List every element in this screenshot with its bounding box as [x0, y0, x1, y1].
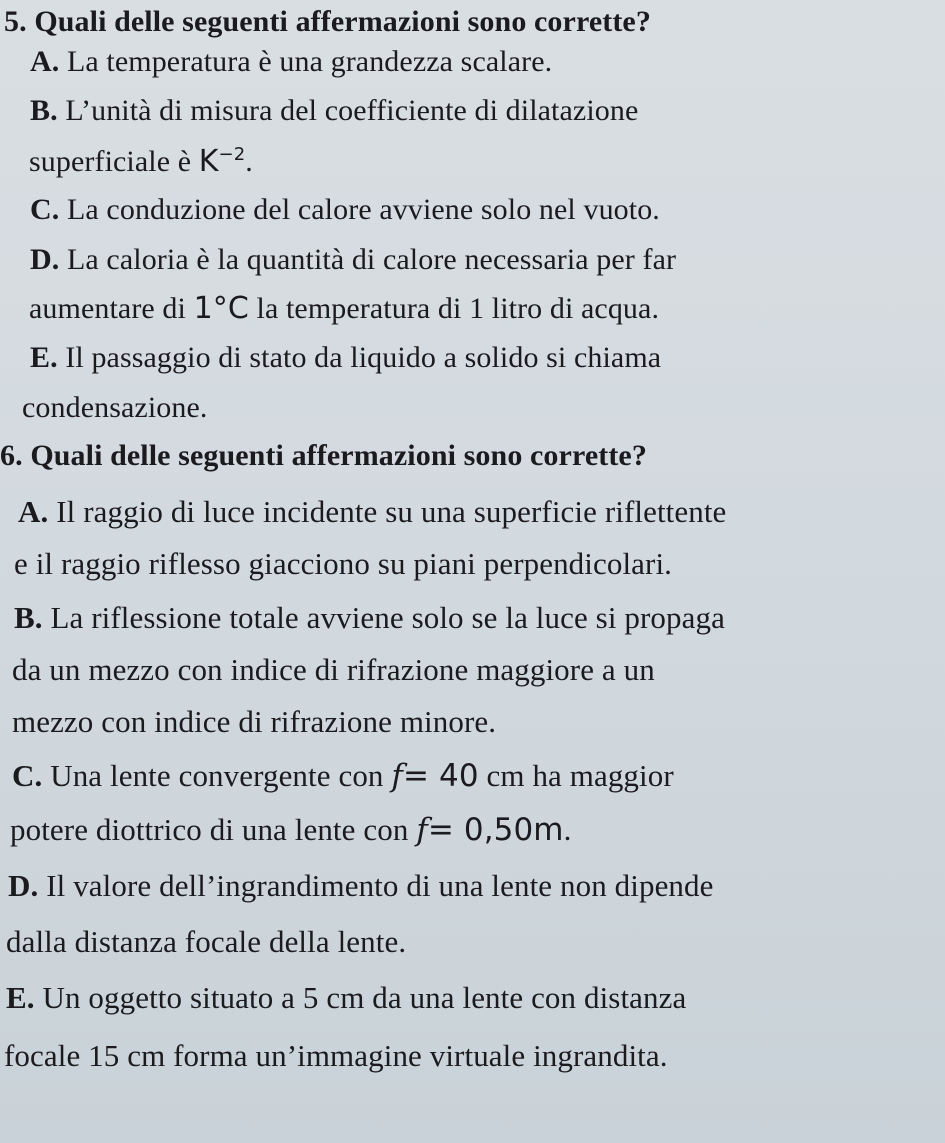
- option-letter: B.: [30, 94, 58, 127]
- option-text: potere diottrico di una lente con: [10, 812, 409, 847]
- option-6e-line-2: [4, 1038, 668, 1074]
- option-text: dalla distanza focale della lente.: [6, 924, 407, 959]
- option-6b-line-2: [12, 652, 655, 688]
- option-text: superficiale è: [29, 145, 192, 178]
- option-5e-line-2: [22, 390, 208, 426]
- option-letter: E.: [30, 341, 58, 374]
- option-text: La conduzione del calore avviene solo nel vuoto.: [66, 193, 660, 226]
- option-text: La riflessione totale avviene solo se la luce si propaga: [50, 600, 725, 635]
- option-5b-line-1: [30, 93, 638, 129]
- option-6d-line-2: [6, 924, 406, 960]
- option-6b-line-3: [12, 704, 496, 740]
- option-letter: B.: [14, 600, 43, 635]
- option-6e-line-1: [6, 980, 686, 1016]
- option-text: La temperatura è una grandezza scalare.: [66, 45, 553, 78]
- option-5c: [30, 192, 660, 228]
- option-text: Il passaggio di stato da liquido a solido si chiama: [65, 341, 662, 374]
- option-6c-line-1: [12, 758, 674, 794]
- unit-symbol: $K^{-2}$: [198, 144, 246, 179]
- option-text: Il raggio di luce incidente su una superficie riflettente: [56, 494, 727, 529]
- option-text: e il raggio riflesso giacciono su piani perpendicolari.: [14, 546, 673, 581]
- option-text: da un mezzo con indice di rifrazione maggiore a un: [12, 652, 655, 687]
- option-letter: D.: [8, 868, 39, 903]
- option-5a: [30, 44, 552, 80]
- question-text: Quali delle seguenti affermazioni sono corrette?: [34, 5, 651, 38]
- option-letter: E.: [6, 980, 35, 1015]
- option-text: L’unità di misura del coefficiente di dilatazione: [65, 94, 639, 127]
- question-number: 5.: [4, 5, 27, 38]
- option-text: mezzo con indice di rifrazione minore.: [12, 704, 497, 739]
- option-letter: C.: [12, 758, 43, 793]
- option-6a-line-1: [18, 494, 726, 530]
- option-text: Una lente convergente con: [50, 758, 384, 793]
- option-text: La caloria è la quantità di calore necessaria per far: [66, 243, 677, 276]
- option-text: cm ha maggior: [486, 758, 674, 793]
- question-number: 6.: [0, 439, 23, 472]
- unit-exponent: −2: [218, 144, 246, 165]
- option-6d-line-1: [8, 868, 714, 904]
- focal-length-value: = 0,50m: [427, 812, 564, 848]
- option-text: focale 15 cm forma un’immagine virtuale ingrandita.: [4, 1038, 668, 1073]
- option-6b-line-1: [14, 600, 725, 636]
- option-5b-line-2: superficiale è $K^{-2}$.: [29, 144, 253, 179]
- option-5d-line-2: [29, 291, 659, 327]
- question-text: Quali delle seguenti affermazioni sono corrette?: [30, 439, 647, 472]
- option-letter: C.: [30, 193, 60, 226]
- question-6-title: [0, 438, 647, 474]
- option-text: aumentare di: [29, 292, 186, 325]
- option-letter: A.: [18, 494, 49, 529]
- option-6c-line-2: potere diottrico di una lente con f= 0,50m.: [10, 812, 572, 848]
- question-5-title: [4, 4, 651, 40]
- option-text: Il valore dell’ingrandimento di una lente non dipende: [46, 868, 714, 903]
- option-6a-line-2: [14, 546, 672, 582]
- option-text: condensazione.: [22, 391, 208, 424]
- option-text: la temperatura di 1 litro di acqua.: [256, 292, 660, 325]
- option-letter: A.: [30, 45, 60, 78]
- focal-length-value: = 40: [402, 758, 479, 794]
- option-5d-line-1: [30, 242, 676, 278]
- option-text: Un oggetto situato a 5 cm da una lente con distanza: [42, 980, 687, 1015]
- focal-length-variable: f: [391, 758, 403, 794]
- option-letter: D.: [30, 243, 60, 276]
- focal-length-variable: f: [416, 812, 428, 848]
- temperature-value: 1°C: [193, 291, 249, 326]
- option-5e-line-1: [30, 340, 661, 376]
